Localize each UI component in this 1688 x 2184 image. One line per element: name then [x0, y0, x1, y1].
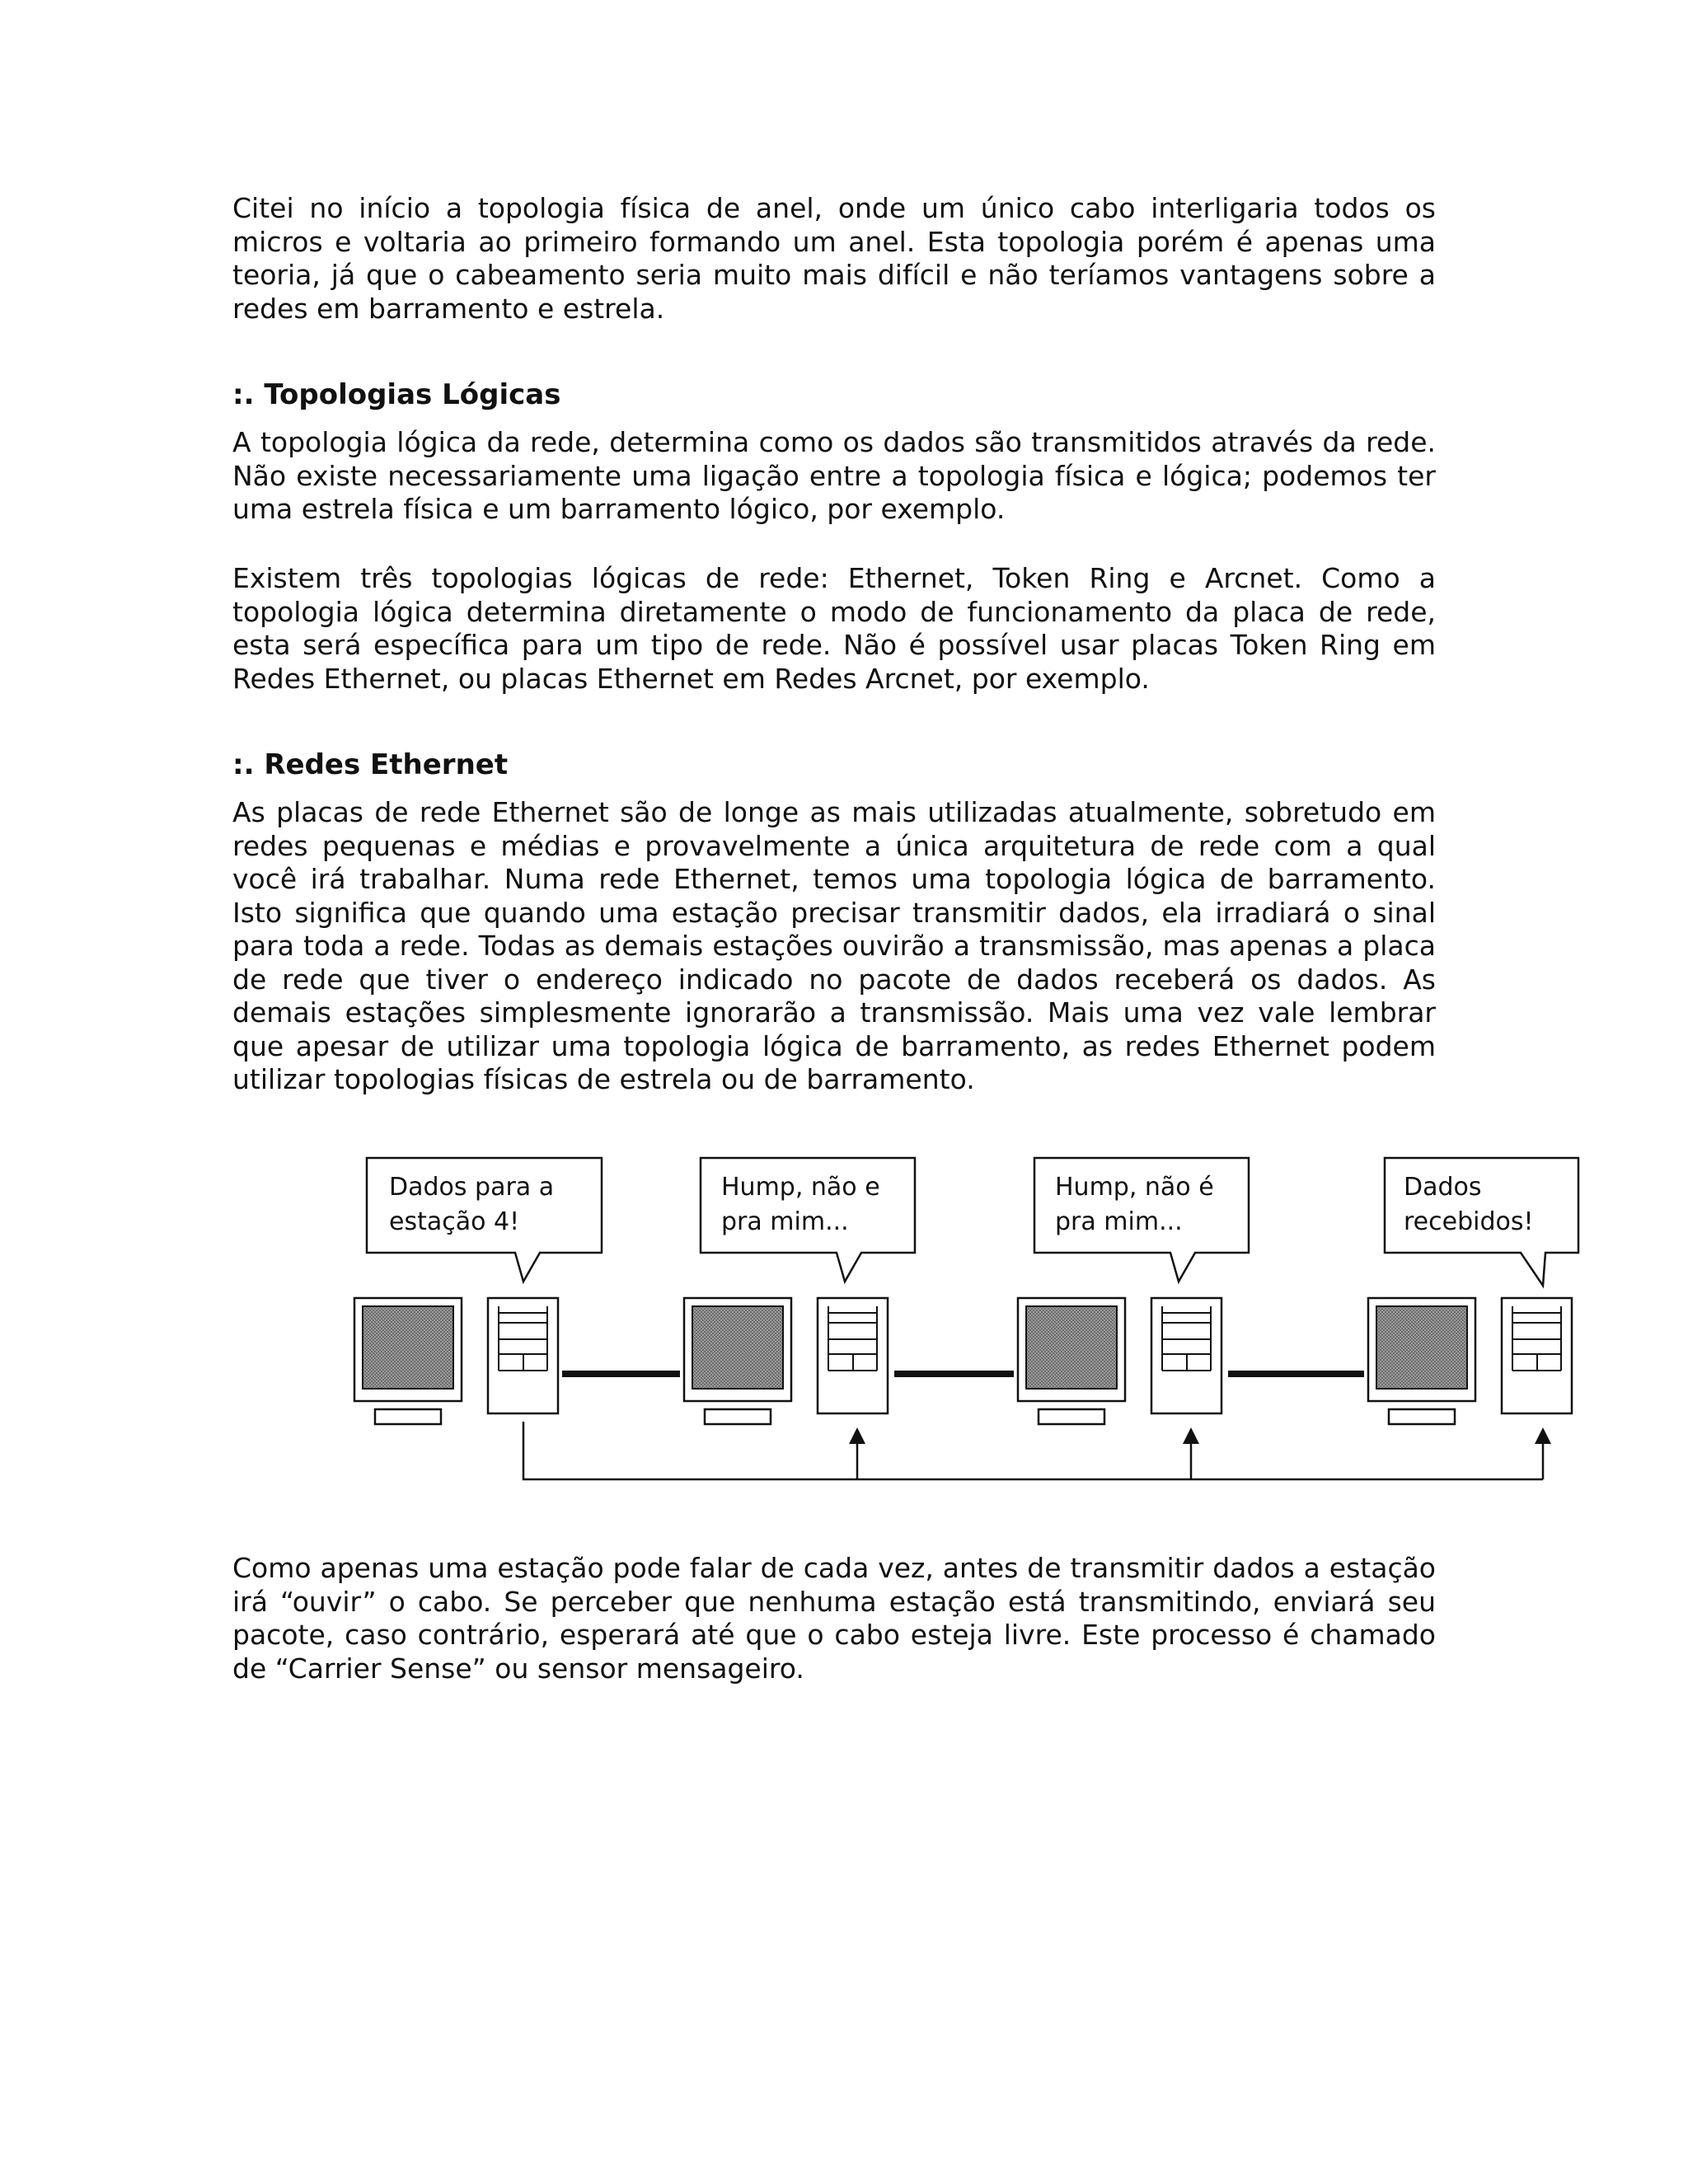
computer-station-4	[1368, 1298, 1572, 1424]
bubble-2-line-1: Hump, não e	[721, 1173, 880, 1202]
paragraph-logical-topology-intro: A topologia lógica da rede, determina como os dados são transmitidos através da rede. Não existe necessariamente uma ligação entre a topologia física e lógica; podemos ter uma estrela física e um barramento lógico, por exemplo.	[232, 426, 1436, 525]
bubble-2-line-2: pra mim...	[721, 1207, 849, 1236]
computer-station-1	[354, 1298, 558, 1424]
paragraph-ethernet-description: As placas de rede Ethernet são de longe as mais utilizadas atualmente, sobretudo em redes pequenas e médias e provavelmente a única arquitetura de rede com a qual você irá trabalhar. Numa rede Ethernet, temos uma topologia lógica de barramento. Isto significa que quando uma estação precisar transmitir dados, ela irradiará o sinal para toda a rede. Todas as demais estações ouvirão a transmissão, mas apenas a placa de rede que tiver o endereço indicado no pacote de dados receberá os dados. As demais estações simplesmente ignorarão a transmissão. Mais uma vez vale lembrar que apesar de utilizar uma topologia lógica de barramento, as redes Ethernet podem utilizar topologias físicas de estrela ou de barramento.	[232, 796, 1436, 1095]
paragraph-three-logical-topologies: Existem três topologias lógicas de rede: Ethernet, Token Ring e Arcnet. Como a topologia lógica determina diretamente o modo de funcionamento da placa de rede, esta será específica para um tipo de rede. Não é possível usar placas Token Ring em Redes Ethernet, ou placas Ethernet em Redes Arcnet, por exemplo.	[232, 562, 1436, 695]
arrow-up-icon	[849, 1427, 865, 1444]
arrow-up-icon	[1183, 1427, 1199, 1444]
speech-bubble-station-1	[367, 1158, 602, 1282]
ethernet-bus-diagram	[346, 1154, 1599, 1500]
paragraph-carrier-sense: Como apenas uma estação pode falar de cada vez, antes de transmitir dados a estação irá “ouvir” o cabo. Se perceber que nenhuma estação está transmitindo, enviará seu pacote, caso contrário, esperará até que o cabo esteja livre. Este processo é chamado de “Carrier Sense” ou sensor mensageiro.	[232, 1552, 1436, 1685]
bubble-1-line-2: estação 4!	[389, 1207, 520, 1236]
bubble-1-line-1: Dados para a	[389, 1173, 555, 1202]
computer-station-2	[684, 1298, 888, 1424]
broadcast-bus	[523, 1422, 1551, 1479]
paragraph-ring-topology: Citei no início a topologia física de anel, onde um único cabo interligaria todos os micros e voltaria ao primeiro formando um anel. Esta topologia porém é apenas uma teoria, já que o cabeamento seria muito mais difícil e não teríamos vantagens sobre a redes em barramento e estrela.	[232, 192, 1436, 325]
heading-ethernet-networks: :. Redes Ethernet	[232, 748, 509, 781]
heading-logical-topologies: :. Topologias Lógicas	[232, 378, 561, 411]
bubble-3-line-2: pra mim...	[1055, 1207, 1183, 1236]
bubble-4-line-1: Dados	[1404, 1173, 1482, 1202]
arrow-up-icon	[1535, 1427, 1551, 1444]
computer-station-3	[1018, 1298, 1221, 1424]
bubble-4-line-2: recebidos!	[1404, 1207, 1534, 1236]
bubble-3-line-1: Hump, não é	[1055, 1173, 1214, 1202]
speech-bubble-station-3	[1034, 1158, 1249, 1282]
speech-bubble-station-2	[701, 1158, 915, 1282]
speech-bubble-station-4	[1385, 1158, 1578, 1286]
